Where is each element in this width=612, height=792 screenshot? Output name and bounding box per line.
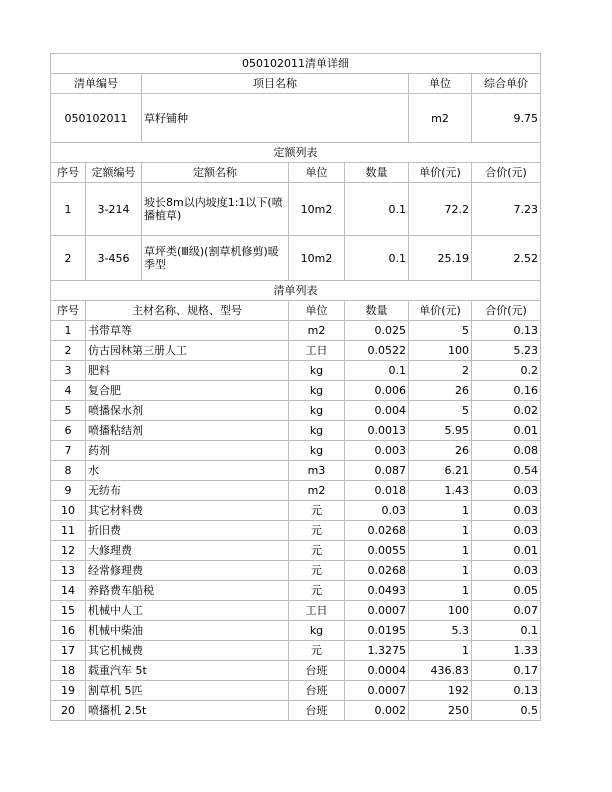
material-total: 0.13 [472,321,541,341]
material-total-header: 合价(元) [472,301,541,321]
quota-seq-header: 序号 [51,163,86,183]
material-seq: 20 [51,701,86,721]
material-unit: m3 [289,461,345,481]
material-name: 养路费车船税 [86,581,289,601]
material-qty: 0.0522 [345,341,409,361]
material-name: 书带草等 [86,321,289,341]
material-qty: 0.0007 [345,681,409,701]
material-name: 经常修理费 [86,561,289,581]
material-seq: 11 [51,521,86,541]
quota-total-header: 合价(元) [472,163,541,183]
material-total: 0.03 [472,561,541,581]
material-price: 2 [409,361,472,381]
material-unit: 台班 [289,661,345,681]
material-unit: m2 [289,481,345,501]
quota-unit: 10m2 [289,236,345,281]
material-unit: 元 [289,561,345,581]
quota-row [51,236,541,281]
material-price: 5.95 [409,421,472,441]
material-total: 0.1 [472,621,541,641]
material-total: 0.01 [472,421,541,441]
material-qty: 0.004 [345,401,409,421]
material-price: 436.83 [409,661,472,681]
material-price: 1 [409,541,472,561]
material-seq: 9 [51,481,86,501]
quota-section-title: 定额列表 [51,143,541,163]
quota-code-header: 定额编号 [86,163,142,183]
material-total: 0.03 [472,521,541,541]
quota-unit: 10m2 [289,183,345,236]
material-price: 1 [409,501,472,521]
material-row [51,381,541,401]
bill-unit: m2 [409,94,472,143]
quota-code: 3-456 [86,236,142,281]
material-price: 1 [409,641,472,661]
material-section-title: 清单列表 [51,281,541,301]
material-qty: 0.0195 [345,621,409,641]
material-unit: 元 [289,581,345,601]
material-name: 喷播保水剂 [86,401,289,421]
material-unit: kg [289,621,345,641]
table-title: 050102011清单详细 [51,54,541,74]
material-seq: 16 [51,621,86,641]
material-total: 0.08 [472,441,541,461]
material-qty: 0.002 [345,701,409,721]
material-qty: 0.0268 [345,561,409,581]
material-name: 折旧费 [86,521,289,541]
quota-qty-header: 数量 [345,163,409,183]
bill-detail-table [50,53,541,721]
material-price: 1 [409,521,472,541]
material-seq: 15 [51,601,86,621]
material-name: 肥料 [86,361,289,381]
material-qty: 0.018 [345,481,409,501]
material-qty: 0.1 [345,361,409,381]
material-seq: 10 [51,501,86,521]
material-total: 0.17 [472,661,541,681]
material-unit: 元 [289,501,345,521]
material-unit: 台班 [289,681,345,701]
quota-name: 草坪类(Ⅲ级)(割草机修剪)暖季型 [142,236,289,281]
material-total: 0.01 [472,541,541,561]
material-unit: 工日 [289,601,345,621]
material-total: 1.33 [472,641,541,661]
material-unit: kg [289,361,345,381]
material-seq: 8 [51,461,86,481]
material-name: 其它机械费 [86,641,289,661]
material-price: 26 [409,441,472,461]
bill-header-row [51,74,541,94]
material-name-header: 主材名称、规格、型号 [86,301,289,321]
quota-seq: 1 [51,183,86,236]
material-unit: 元 [289,641,345,661]
bill-name: 草籽铺种 [142,94,409,143]
material-qty-header: 数量 [345,301,409,321]
material-total: 0.07 [472,601,541,621]
material-seq: 5 [51,401,86,421]
material-price: 6.21 [409,461,472,481]
material-row [51,441,541,461]
material-price: 100 [409,341,472,361]
material-row [51,701,541,721]
material-price: 26 [409,381,472,401]
material-seq: 18 [51,661,86,681]
material-header-row [51,301,541,321]
material-total: 5.23 [472,341,541,361]
material-row [51,621,541,641]
material-row [51,601,541,621]
material-name: 仿古园林第三册人工 [86,341,289,361]
quota-unit-header: 单位 [289,163,345,183]
material-qty: 0.0055 [345,541,409,561]
quota-price-header: 单价(元) [409,163,472,183]
material-row [51,681,541,701]
quota-row [51,183,541,236]
material-seq: 3 [51,361,86,381]
material-row [51,421,541,441]
quota-seq: 2 [51,236,86,281]
material-total: 0.03 [472,501,541,521]
material-unit: 元 [289,521,345,541]
material-row [51,461,541,481]
material-row [51,321,541,341]
material-name: 机械中人工 [86,601,289,621]
material-qty: 0.006 [345,381,409,401]
material-price: 100 [409,601,472,621]
material-seq: 14 [51,581,86,601]
quota-total: 2.52 [472,236,541,281]
table-title-row [51,54,541,74]
material-name: 复合肥 [86,381,289,401]
quota-name-header: 定额名称 [142,163,289,183]
bill-name-header: 项目名称 [142,74,409,94]
material-seq-header: 序号 [51,301,86,321]
material-price: 1 [409,561,472,581]
material-row [51,541,541,561]
material-name: 喷播机 2.5t [86,701,289,721]
quota-code: 3-214 [86,183,142,236]
material-price: 1.43 [409,481,472,501]
material-qty: 0.087 [345,461,409,481]
material-total: 0.54 [472,461,541,481]
material-price: 250 [409,701,472,721]
material-name: 药剂 [86,441,289,461]
material-seq: 2 [51,341,86,361]
bill-code: 050102011 [51,94,142,143]
bill-code-header: 清单编号 [51,74,142,94]
material-row [51,501,541,521]
material-price-header: 单价(元) [409,301,472,321]
material-price: 5 [409,321,472,341]
material-qty: 0.03 [345,501,409,521]
material-qty: 0.0013 [345,421,409,441]
material-name: 水 [86,461,289,481]
material-unit: 台班 [289,701,345,721]
material-row [51,581,541,601]
material-qty: 0.0493 [345,581,409,601]
bill-unit-price-header: 综合单价 [472,74,541,94]
material-price: 5 [409,401,472,421]
material-row [51,361,541,381]
material-unit: 元 [289,541,345,561]
material-qty: 0.025 [345,321,409,341]
material-total: 0.2 [472,361,541,381]
material-unit: kg [289,421,345,441]
material-row [51,661,541,681]
material-unit: 工日 [289,341,345,361]
material-unit: kg [289,441,345,461]
material-seq: 19 [51,681,86,701]
quota-qty: 0.1 [345,183,409,236]
material-name: 机械中柴油 [86,621,289,641]
quota-name: 坡长8m以内坡度1:1以下(喷播植草) [142,183,289,236]
material-qty: 0.0007 [345,601,409,621]
quota-qty: 0.1 [345,236,409,281]
material-name: 其它材料费 [86,501,289,521]
material-name: 大修理费 [86,541,289,561]
material-total: 0.02 [472,401,541,421]
bill-row [51,94,541,143]
bill-unit-price: 9.75 [472,94,541,143]
material-price: 192 [409,681,472,701]
material-total: 0.05 [472,581,541,601]
material-price: 5.3 [409,621,472,641]
material-total: 0.5 [472,701,541,721]
material-seq: 6 [51,421,86,441]
material-seq: 4 [51,381,86,401]
material-qty: 0.0004 [345,661,409,681]
quota-price: 72.2 [409,183,472,236]
material-name: 割草机 5匹 [86,681,289,701]
material-unit: kg [289,381,345,401]
material-row [51,561,541,581]
material-section-row [51,281,541,301]
material-row [51,641,541,661]
material-row [51,401,541,421]
material-unit-header: 单位 [289,301,345,321]
material-row [51,481,541,501]
material-seq: 12 [51,541,86,561]
quota-section-row [51,143,541,163]
material-seq: 13 [51,561,86,581]
material-price: 1 [409,581,472,601]
material-seq: 1 [51,321,86,341]
bill-unit-header: 单位 [409,74,472,94]
material-qty: 0.0268 [345,521,409,541]
material-name: 无纺布 [86,481,289,501]
material-qty: 1.3275 [345,641,409,661]
quota-price: 25.19 [409,236,472,281]
material-total: 0.13 [472,681,541,701]
material-total: 0.03 [472,481,541,501]
material-name: 喷播粘结剂 [86,421,289,441]
material-unit: m2 [289,321,345,341]
quota-total: 7.23 [472,183,541,236]
material-seq: 17 [51,641,86,661]
material-seq: 7 [51,441,86,461]
quota-header-row [51,163,541,183]
material-unit: kg [289,401,345,421]
material-row [51,521,541,541]
material-total: 0.16 [472,381,541,401]
material-row [51,341,541,361]
material-qty: 0.003 [345,441,409,461]
material-name: 载重汽车 5t [86,661,289,681]
